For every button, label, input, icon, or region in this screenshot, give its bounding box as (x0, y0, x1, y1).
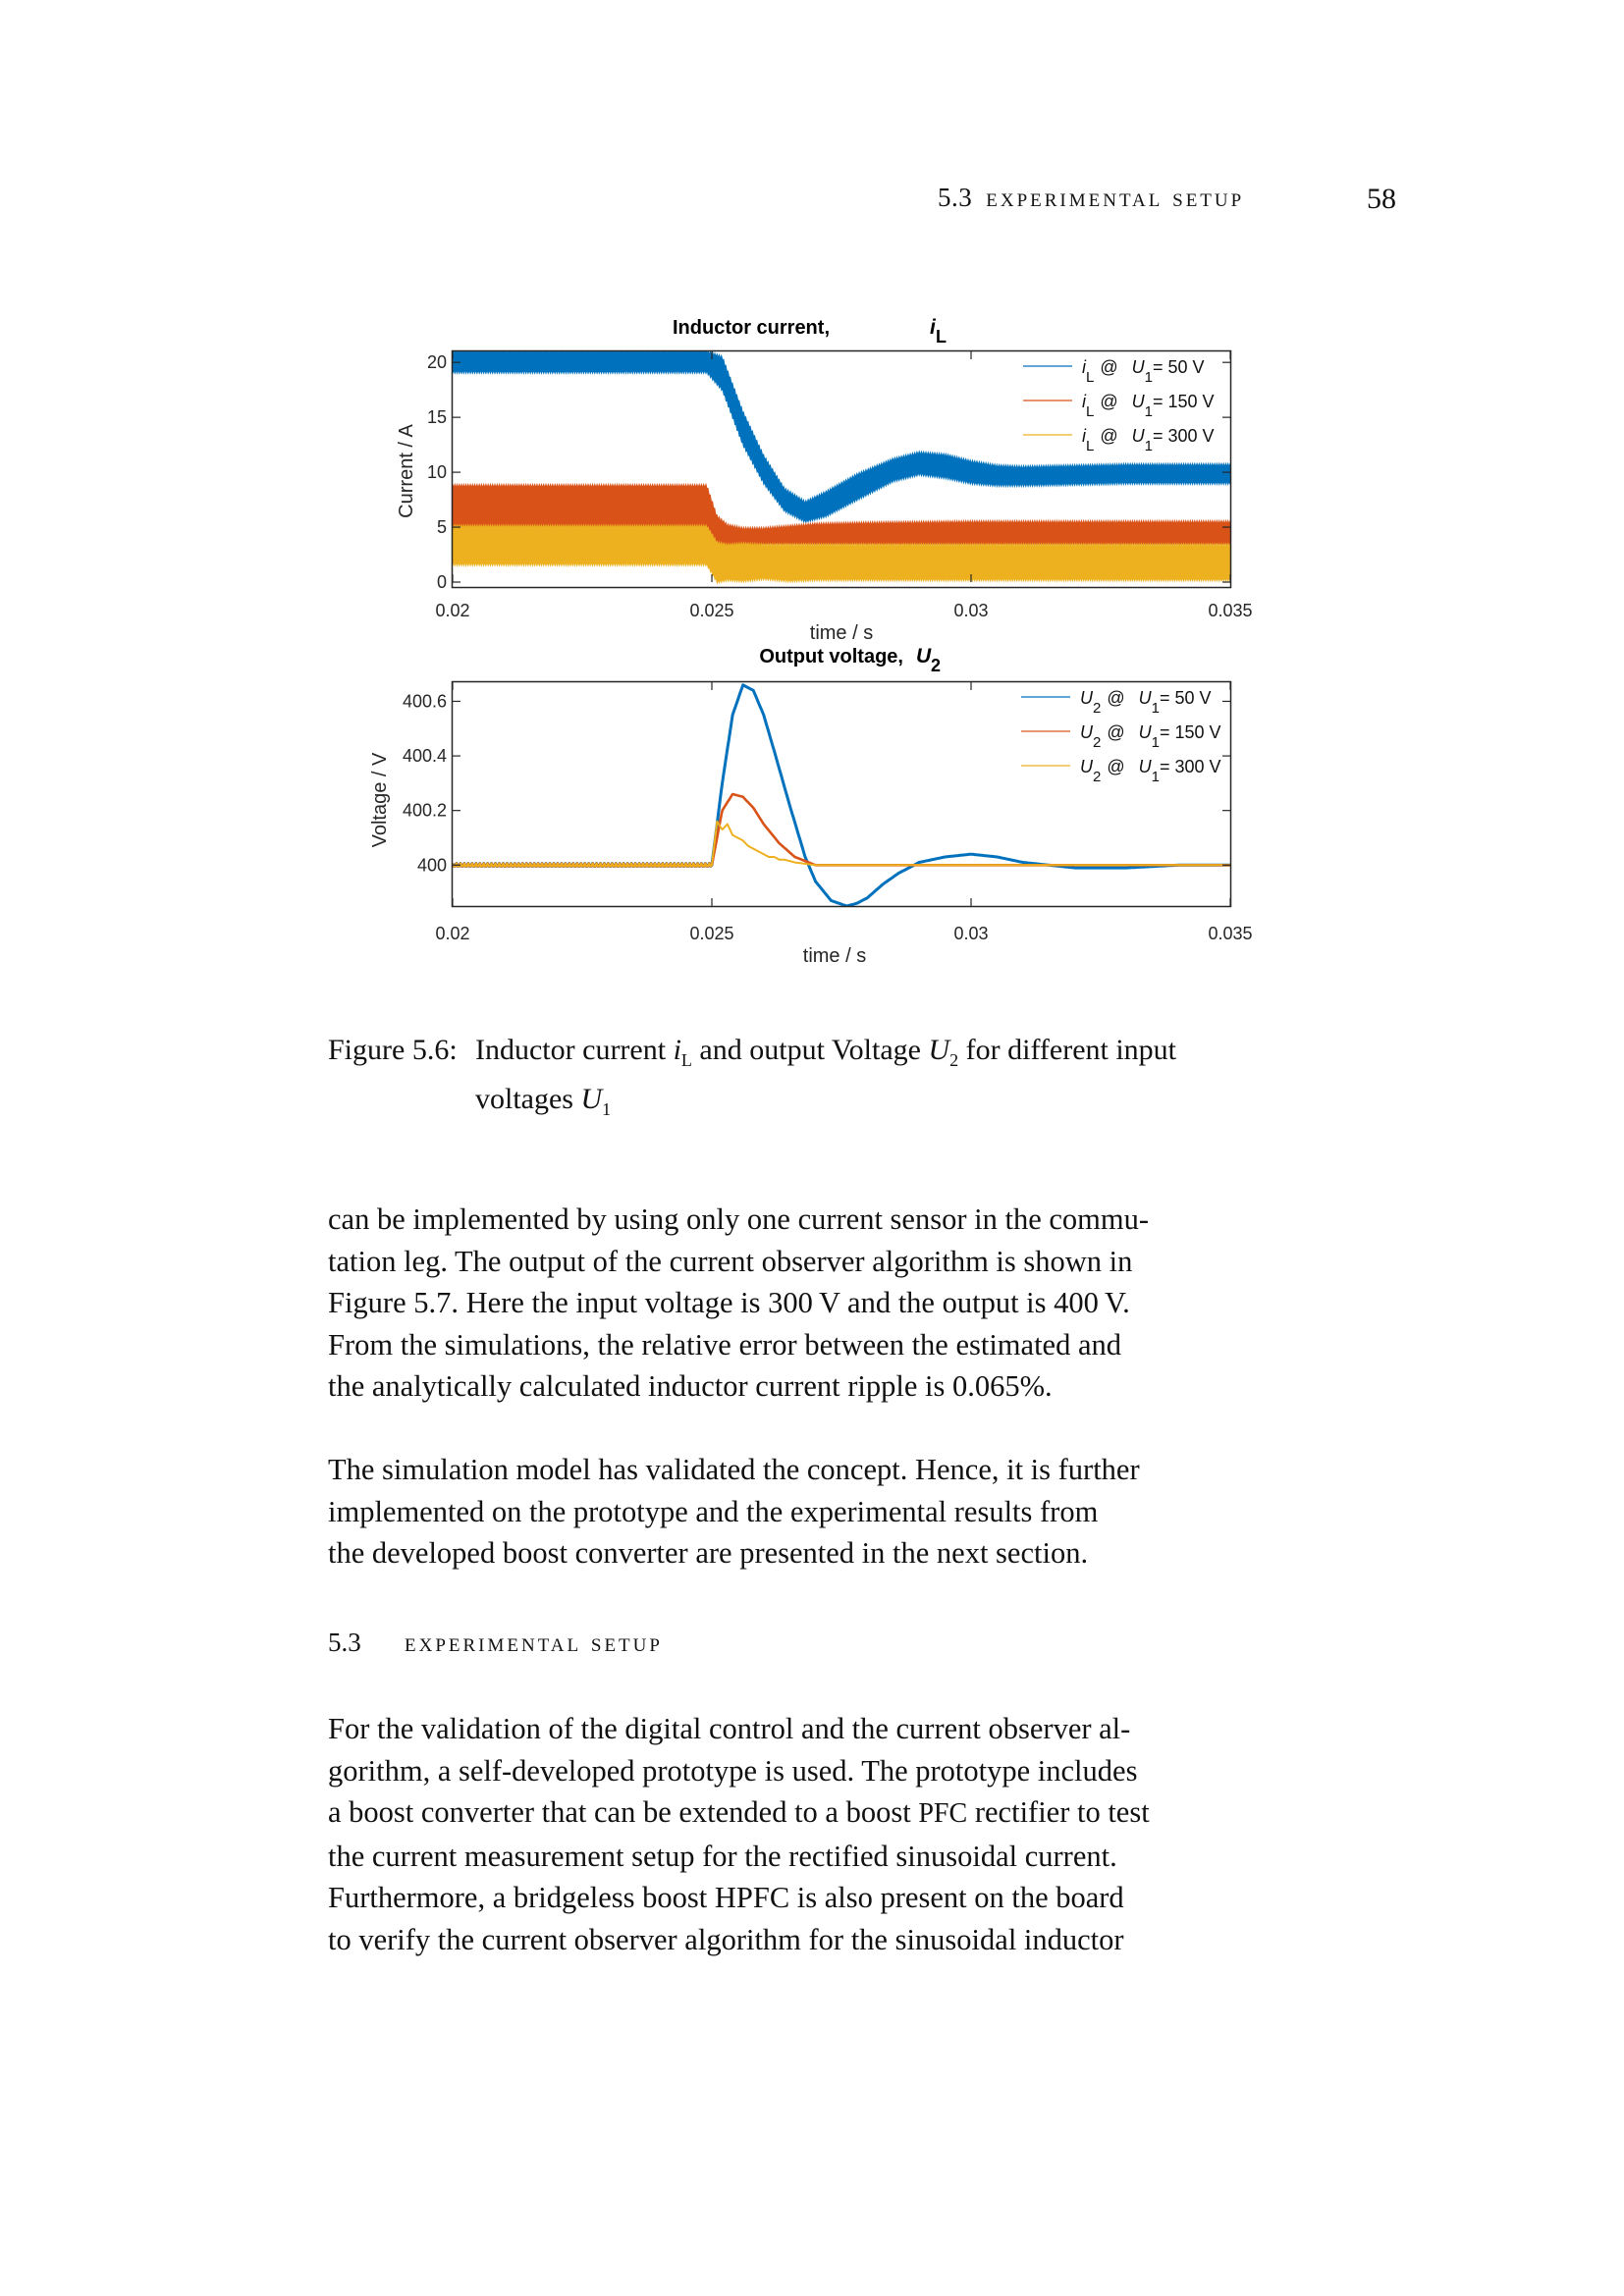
text-line: gorithm, a self-developed prototype is used. The prototype includes (328, 1753, 1138, 1788)
inductor-current-plot (396, 316, 1253, 644)
caption-text: and output Voltage (691, 1034, 929, 1066)
section-heading (328, 1628, 663, 1658)
y-tick-label: 400.2 (402, 800, 447, 821)
caption-subscript-2: 2 (949, 1050, 959, 1070)
text-line: the analytically calculated inductor current ripple is 0.065%. (328, 1369, 1053, 1403)
figure-label: Figure 5.6: (328, 1034, 458, 1066)
paragraph-current-observer-results (328, 1199, 1310, 1408)
x-tick-label: 0.03 (953, 601, 989, 620)
caption-symbol-U: U (928, 1034, 950, 1066)
text-line: For the validation of the digital control and the current observer al- (328, 1712, 1131, 1745)
xlabel-current: time / s (809, 622, 874, 644)
caption-text: voltages (475, 1083, 581, 1115)
x-tick-label: 0.035 (1208, 601, 1253, 620)
y-tick-label: 400.6 (402, 691, 447, 712)
text-line: the developed boost converter are presented in the next section. (328, 1536, 1089, 1570)
output-voltage-plot (369, 645, 1253, 967)
x-tick-label: 0.035 (1208, 924, 1253, 943)
xlabel-voltage: time / s (802, 945, 867, 967)
legend-voltage (1021, 688, 1221, 785)
text-line (328, 1791, 1310, 1836)
acronym-pfc[interactable]: PFC (918, 1798, 968, 1829)
x-tick-label: 0.02 (435, 601, 470, 620)
legend-entry: $U_2@$ $U_1= 300$ V (1080, 757, 1221, 785)
text-line: From the simulations, the relative error between the estimated and (328, 1327, 1121, 1362)
series-line (453, 794, 1230, 866)
section-title: experimental setup (405, 1628, 663, 1657)
caption-subscript-L: L (680, 1050, 692, 1070)
text-fragment: a boost converter that can be extended to a boost (328, 1795, 919, 1829)
legend-entry: $i_L@$ $U_1= 50$ V (1082, 357, 1205, 386)
voltage-axis-ticks (403, 682, 1253, 943)
y-tick-label: 400 (416, 855, 447, 876)
plot-title-current: Inductor current, (672, 317, 830, 339)
y-tick-label: 20 (426, 352, 447, 373)
y-tick-label: 15 (426, 407, 447, 428)
current-series-bands (453, 349, 1230, 583)
figure-caption (328, 1031, 1320, 1129)
plot-title-voltage-subscript: 2 (931, 656, 942, 675)
text-fragment: rectifier to test (967, 1795, 1150, 1829)
legend-entry: $U_2@$ $U_1= 150$ V (1080, 722, 1221, 751)
text-line: to verify the current observer algorithm for the sinusoidal inductor (328, 1922, 1124, 1956)
axes-box-voltage (453, 682, 1231, 907)
x-tick-label: 0.025 (689, 924, 734, 943)
x-tick-label: 0.03 (953, 924, 989, 943)
caption-subscript-1: 1 (602, 1099, 612, 1119)
plot-title-voltage: Output voltage, (759, 646, 903, 667)
running-header-section-title: experimental setup (986, 183, 1245, 212)
legend-entry: $i_L@$ $U_1= 150$ V (1082, 392, 1215, 420)
caption-symbol-U: U (580, 1083, 603, 1115)
running-header-section-number: 5.3 (938, 183, 973, 212)
text-line: the current measurement setup for the rectified sinusoidal current. (328, 1839, 1117, 1873)
y-tick-label: 400.4 (402, 746, 447, 767)
ylabel-voltage: Voltage / V (369, 752, 391, 848)
y-tick-label: 10 (426, 462, 447, 483)
plot-title-current-subscript: L (936, 327, 947, 347)
y-tick-label: 5 (436, 517, 447, 538)
paragraph-simulation-validation (328, 1449, 1310, 1575)
voltage-series-lines (453, 685, 1230, 906)
page-number: 58 (1367, 183, 1396, 215)
text-line: can be implemented by using only one current sensor in the commu- (328, 1202, 1149, 1236)
plot-title-voltage-symbol: U (916, 645, 932, 667)
text-line: tation leg. The output of the current observer algorithm is shown in (328, 1244, 1133, 1278)
text-line (328, 1282, 1310, 1324)
y-tick-label: 0 (436, 572, 447, 592)
plot-title-current-symbol: i (930, 316, 936, 339)
figure-5-6 (0, 0, 1624, 991)
ylabel-current: Current / A (396, 424, 417, 518)
legend-current (1023, 357, 1215, 454)
caption-text: Inductor current (475, 1034, 674, 1066)
text-line: implemented on the prototype and the experimental results from (328, 1494, 1099, 1528)
legend-entry: $i_L@$ $U_1= 300$ V (1082, 426, 1215, 454)
figure-reference-line[interactable]: Figure 5.7. Here the input voltage is 300 V and the output is 400 V. (328, 1286, 1130, 1319)
caption-text: for different input (958, 1034, 1177, 1066)
x-tick-label: 0.02 (435, 924, 470, 943)
series-line (453, 685, 1230, 906)
text-line: The simulation model has validated the concept. Hence, it is further (328, 1453, 1140, 1486)
series-line (453, 822, 1230, 867)
caption-symbol-i: i (673, 1034, 681, 1066)
x-tick-label: 0.025 (689, 601, 734, 620)
text-line: Furthermore, a bridgeless boost HPFC is also present on the board (328, 1881, 1124, 1914)
section-number: 5.3 (328, 1628, 361, 1657)
paragraph-experimental-prototype (328, 1708, 1310, 1960)
legend-entry: $U_2@$ $U_1= 50$ V (1080, 688, 1212, 717)
